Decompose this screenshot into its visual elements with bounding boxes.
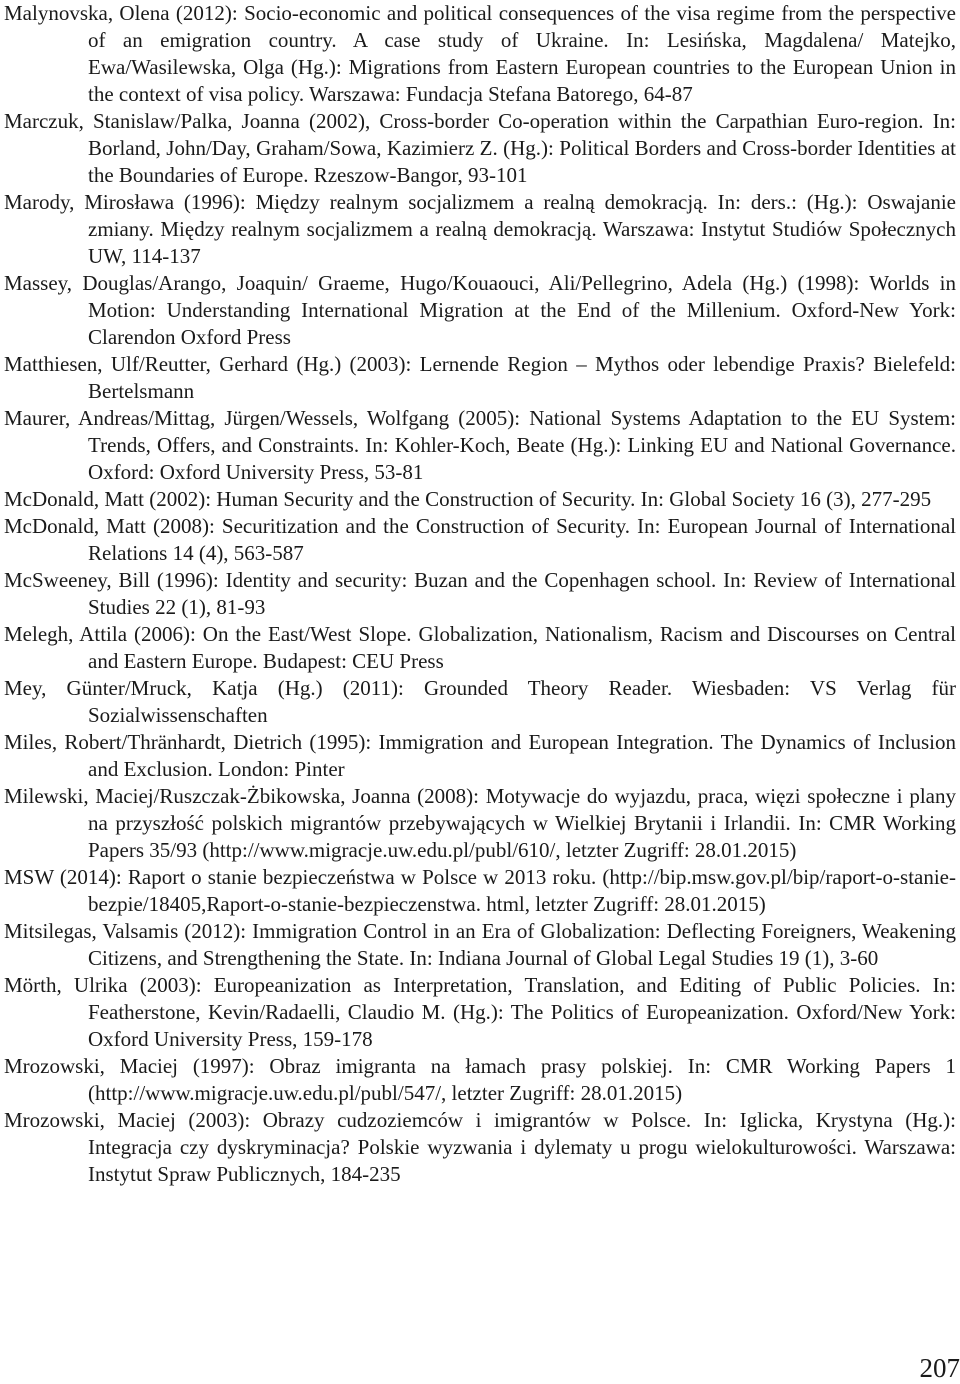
page-number: 207 (919, 1353, 960, 1383)
bibliography-entry: Maurer, Andreas/Mittag, Jürgen/Wessels, Wolfgang (2005): National Systems Adaptation to the EU System: Trends, Offers, and Constraints. In: Kohler-Koch, Beate (Hg.): Linking EU and National Governance. Oxford: Oxford University Press, 53-81 (4, 406, 956, 484)
bibliography-entry: McSweeney, Bill (1996): Identity and security: Buzan and the Copenhagen school. In: Review of International Studies 22 (1), 81-93 (4, 568, 956, 619)
bibliography-entry: Marczuk, Stanislaw/Palka, Joanna (2002), Cross-border Co-operation within the Carpathian Euro-region. In: Borland, John/Day, Graham/Sowa, Kazimierz Z. (Hg.): Political Borders and Cross-border Identities at the Boundaries of Europe. Rzeszow-Bangor, 93-101 (4, 109, 956, 187)
bibliography-entry: McDonald, Matt (2002): Human Security and the Construction of Security. In: Global Society 16 (3), 277-295 (4, 487, 932, 511)
bibliography-list (4, 0, 956, 1188)
bibliography-entry: Malynovska, Olena (2012): Socio-economic and political consequences of the visa regime from the perspective of an emigration country. A case study of Ukraine. In: Lesińska, Magdalena/ Matejko, Ewa/Wasilewska, Olga (Hg.): Migrations from Eastern European countries to the European Union in the context of visa policy. Warszawa: Fundacja Stefana Batorego, 64-87 (4, 1, 956, 106)
bibliography-entry: Matthiesen, Ulf/Reutter, Gerhard (Hg.) (2003): Lernende Region – Mythos oder lebendige Praxis? Bielefeld: Bertelsmann (4, 352, 956, 403)
bibliography-entry: Mitsilegas, Valsamis (2012): Immigration Control in an Era of Globalization: Deflecting Foreigners, Weakening Citizens, and Strengthening the State. In: Indiana Journal of Global Legal Studies 19 (1), 3-60 (4, 919, 956, 970)
bibliography-entry: Massey, Douglas/Arango, Joaquin/ Graeme, Hugo/Kouaouci, Ali/Pellegrino, Adela (Hg.) (1998): Worlds in Motion: Understanding International Migration at the End of the Millenium. Oxford-New York: Clarendon Oxford Press (4, 271, 956, 349)
bibliography-entry: Mörth, Ulrika (2003): Europeanization as Interpretation, Translation, and Editing of Public Policies. In: Featherstone, Kevin/Radaelli, Claudio M. (Hg.): The Politics of Europeanization. Oxford/New York: Oxford University Press, 159-178 (4, 973, 956, 1051)
bibliography-entry: Melegh, Attila (2006): On the East/West Slope. Globalization, Nationalism, Racism and Discourses on Central and Eastern Europe. Budapest: CEU Press (4, 622, 956, 673)
bibliography-entry: Marody, Mirosława (1996): Między realnym socjalizmem a realną demokracją. In: ders.: (Hg.): Oswajanie zmiany. Między realnym socjalizmem a realną demokracją. Warszawa: Instytut Studiów Społecznych UW, 114-137 (4, 190, 956, 268)
bibliography-entry: McDonald, Matt (2008): Securitization and the Construction of Security. In: European Journal of International Relations 14 (4), 563-587 (4, 514, 956, 565)
bibliography-entry: Milewski, Maciej/Ruszczak-Żbikowska, Joanna (2008): Motywacje do wyjazdu, praca, więzi społeczne i plany na przyszłość polskich migrantów przebywających w Wielkiej Brytanii i Irlandii. In: CMR Working Papers 35/93 (http://www.migracje.uw.edu.pl/publ/610/, letzter Zugriff: 28.01.2015) (4, 784, 956, 862)
bibliography-entry: Miles, Robert/Thränhardt, Dietrich (1995): Immigration and European Integration. The Dynamics of Inclusion and Exclusion. London: Pinter (4, 730, 956, 781)
bibliography-entry: MSW (2014): Raport o stanie bezpieczeństwa w Polsce w 2013 roku. (http://bip.msw.gov.pl/bip/raport-o-stanie-bezpie/18405,Raport-o-stanie-bezpieczenstwa. html, letzter Zugriff: 28.01.2015) (4, 865, 956, 916)
bibliography-entry: Mrozowski, Maciej (1997): Obraz imigranta na łamach prasy polskiej. In: CMR Working Papers 1 (http://www.migracje.uw.edu.pl/publ/547/, letzter Zugriff: 28.01.2015) (4, 1054, 956, 1105)
bibliography-entry: Mey, Günter/Mruck, Katja (Hg.) (2011): Grounded Theory Reader. Wiesbaden: VS Verlag für Sozialwissenschaften (4, 676, 956, 727)
bibliography-entry: Mrozowski, Maciej (2003): Obrazy cudzoziemców i imigrantów w Polsce. In: Iglicka, Krystyna (Hg.): Integracja czy dyskryminacja? Polskie wyzwania i dylematy u progu wielokulturowości. Warszawa: Instytut Spraw Publicznych, 184-235 (4, 1108, 956, 1186)
